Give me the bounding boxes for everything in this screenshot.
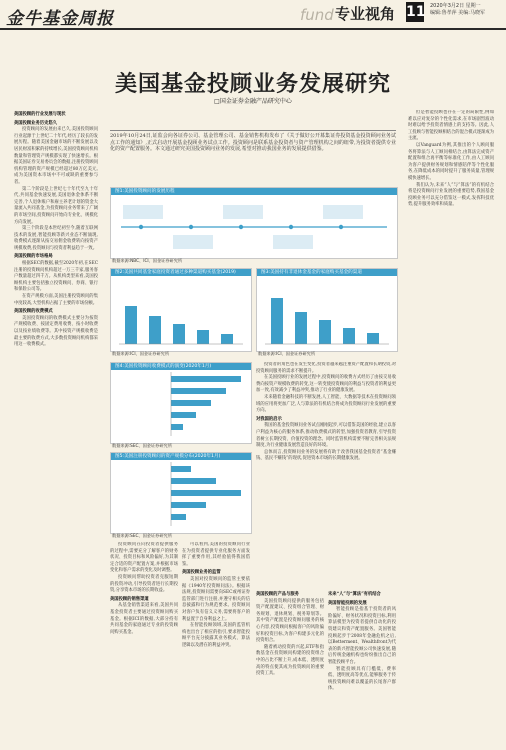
fund-wordmark: fund	[300, 6, 334, 24]
text-column-7	[408, 110, 494, 742]
text-column-3	[182, 542, 250, 742]
section-heading: 美国投顾的产品与服务	[256, 592, 299, 597]
figure-3	[256, 268, 398, 352]
article-abstract: 2019年10月24日,证监会向各证券公司、基金管理公司、基金销售机构发布了《关于做好公开募集证券投资基金投资顾问业务试点工作的通知》,正式启动开展基金投顾业务试点工作。投资顾问是联系基金投资者与资产管理机构之间的纽带,为投资者提供专业化的资产配置服务。本文通过研究美国投资顾问业务的发展,希望对推动我国业务的发展提供借鉴。	[110, 130, 396, 188]
figure-1-source: 数据来源:NBC、ICI、国金证券研究所	[112, 258, 183, 263]
body-paragraph: 投资顾问在向投资者提供服务的过程中,需要充分了解客户的财务状况、投资目标和风险偏好,为其制定合适的资产配置方案,并根据市场变化和客户需求的变化及时调整。	[110, 542, 178, 574]
text-column-4	[256, 362, 396, 582]
body-paragraph: 美国投资顾问的收费模式主要分为按资产规模收费、按固定费用收费、按小时收费以及按业绩收费等。其中按资产规模收费是最主要的收费方式,大多数投资顾问机构都采用这一收费模式。	[14, 315, 98, 348]
section-heading: 美国投顾的市场格局	[14, 254, 53, 260]
figure-2	[110, 268, 252, 352]
figure-4	[110, 362, 252, 444]
body-paragraph: 智能投顾具有门槛低、费率低、透明度高等优点,能够服务于传统投资顾问难以覆盖的长尾客户群体。	[328, 666, 396, 692]
body-paragraph: 从基金销售渠道来看,美国共同基金投资者主要通过投资顾问购买基金。根据ICI的数据,大部分持有共同基金的家庭通过专业的投资顾问购买基金。	[110, 603, 178, 635]
body-paragraph: 第三个阶段是本世纪初至今,随着互联网技术的发展,智能投顾等新兴业态不断涌现,收费模式逐渐从按交易佣金收费转向按资产规模收费,投资顾问与投资者利益趋于一致。	[14, 226, 98, 251]
figure-3-source: 数据来源:ICI、国金证券研究所	[258, 351, 316, 356]
issue-info	[430, 3, 485, 17]
text-column-5	[256, 590, 324, 742]
figure-5-source: 数据来源:SEC、国金证券研究所	[112, 533, 172, 538]
figure-1-label: 图1:美国投资顾问的发展历程	[111, 188, 397, 195]
figure-3-chart	[257, 276, 397, 350]
figure-2-source: 数据来源:ICI、国金证券研究所	[112, 351, 170, 356]
body-paragraph: 但是智能投顾也存在一定的局限性,例如难以应对复杂的个性化需求,在市场剧烈波动时难以给予投资者情感上的支持等。因此,人工投顾与智能投顾相结合的混合模式逐渐成为主流。	[408, 110, 494, 142]
body-paragraph: 总体而言,投资顾问业务的发展将有助于改善我国基金投资者“基金赚钱、基民不赚钱”的现状,促进资本市场的长期健康发展。	[256, 449, 396, 462]
body-paragraph: 美国投资顾问提供的服务包括资产配置建议、投资组合管理、财务规划、退休规划、税务筹划等。其中资产配置是投资顾问服务的核心内容,投资顾问根据客户的风险偏好和投资目标,为客户构建多元化的投资组合。	[256, 598, 324, 644]
section-heading: 美国智能投顾的发展	[328, 600, 367, 606]
newspaper-logo: 金牛基金周报	[6, 9, 114, 29]
text-column-1	[14, 110, 98, 742]
figure-4-source: 数据来源:SEC、国金证券研究所	[112, 443, 172, 448]
body-paragraph: 以Vanguard为例,其推出的个人顾问服务将算法与人工顾问相结合,由算法完成资产配置和组合再平衡等标准化工作,由人工顾问为客户提供财务规划和情感陪伴等个性化服务,在降低成本的同时提升了服务质量,管理规模快速增长。	[408, 142, 494, 181]
figure-5-label: 图5:美国注册投资顾问的资产规模分布(2020年1月)	[111, 453, 251, 460]
figure-5-chart	[111, 460, 251, 532]
masthead	[0, 0, 506, 30]
body-paragraph: 在智能投顾领域,美国的监管机构也出台了相应的指引,要求智能投顾平台充分披露其业务模式、算法逻辑以及潜在的利益冲突。	[182, 623, 250, 648]
body-paragraph: 我们认为,未来“人”与“算法”的有机结合将是投资顾问行业发展的重要趋势,我国基金投顾业务可以充分借鉴这一模式,发挥科技优势,提升服务效率和质量。	[408, 182, 494, 208]
editors: 编辑:鲁孝萍 美编:马晓军	[430, 10, 485, 16]
figure-1	[110, 187, 398, 259]
article-title: 美国基金投顾业务发展研究	[114, 72, 391, 97]
body-paragraph: 第二个阶段是上世纪七十年代至九十年代,共同基金快速发展,美国退休金体系不断完善,个人退休账户和雇主养老计划的资金大量流入共同基金,为投资顾问业务带来了广阔的市场空间,投资顾问开始向专业化、规模化方向发展。	[14, 186, 98, 225]
body-paragraph: 我国的基金投资顾问业务试点刚刚起步,可以借鉴美国的经验,建立以客户利益为核心的服务体系,推动收费模式的转型,加强投资者教育,引导投资者树立长期投资、价值投资的理念。同时监管机构需要不断完善相关法规制度,为行业健康发展营造良好的环境。	[256, 423, 396, 449]
figure-2-label: 图2:美国共同基金家庭投资者通过多种渠道购买基金(2019)	[111, 269, 251, 276]
figure-4-chart	[111, 370, 251, 442]
section-heading: 对我国的启示	[256, 416, 282, 422]
body-paragraph: 随着被动投资的兴起,ETF和指数基金在投资顾问构建的投资组合中的占比不断上升,成本低、透明度高的特点使其成为投资顾问的重要投资工具。	[256, 644, 324, 677]
body-paragraph: 投资者的角色也在发生变化,投资者越来越注重资产配置和长期投资,对投资顾问服务的需求不断提升。	[256, 362, 396, 374]
section-heading: 美国投顾的收费模式	[14, 309, 53, 315]
text-column-2	[110, 542, 178, 742]
section-title: 专业视角	[335, 5, 396, 23]
body-paragraph: 投资顾问帮助投资者克服短期的投资冲动,引导投资者进行长期投资,分享资本市场的长期收益。	[110, 574, 178, 594]
body-paragraph: 美国对投资顾问的监管主要依据《1940年投资顾问法》。根据该法规,投资顾问需要向SEC或州证券监管部门进行注册,并遵守相关的信息披露和行为规范要求。投资顾问对客户负有信义义务,需要将客户的利益置于自身利益之上。	[182, 576, 250, 622]
body-paragraph: 投资顾问的发展由来已久,美国投资顾问行业起源于上世纪二十年代,经历了较长的发展历程。随着美国金融市场的不断发展以及居民财富积累的持续增长,美国投资顾问机构数量和管理资产规模都实现了快速增长。根据美国证券交易委员会的数据,注册投资顾问机构管理的资产规模已经超过80万亿美元,成为美国资本市场中不可或缺的重要参与者。	[14, 127, 98, 185]
body-paragraph: 在美国投顾行业的发展过程中,投资顾问的收费方式经历了由按交易收费向按资产规模收费的转变,这一转变使投资顾问的利益与投资者的利益更加一致,有效减少了利益冲突,推动了行业的健康发展。	[256, 375, 396, 394]
body-paragraph: 未来随着金融科技的不断发展,人工智能、大数据等技术在投资顾问领域的应用将更加广泛,人与算法的有机结合将成为投资顾问行业发展的重要方向。	[256, 394, 396, 414]
section-heading: 美国投顾业务的监管	[182, 570, 221, 576]
figure-3-label: 图3:美国持有非退休金基金的家庭购买基金的渠道	[257, 269, 397, 276]
figure-1-timeline	[111, 195, 397, 255]
body-paragraph: 可以看到,美国的投资顾问行业在为投资者提供专业化服务方面发挥了重要作用,其经验值得我国借鉴。	[182, 542, 250, 567]
text-column-6	[328, 590, 396, 742]
figure-5	[110, 452, 252, 534]
article-author: □国金证券金融产品研究中心	[214, 98, 292, 105]
figure-2-chart	[111, 276, 251, 350]
section-heading: 美国投顾的销售渠道	[110, 596, 149, 602]
figure-4-label: 图4:美国投资顾问收费模式的演变(2020年1月)	[111, 363, 251, 370]
body-paragraph: 在资产规模方面,美国注册投资顾问的集中度较高,大型机构占据了主要的市场份额。	[14, 294, 98, 306]
body-paragraph: 根据SEC的数据,截至2020年初,在SEC注册的投资顾问机构超过一万三千家,服务客户数量超过四千万。从机构类型来看,美国投顾机构主要包括独立投资顾问、券商、银行和保险公司等。	[14, 261, 98, 293]
page-number: 11	[406, 4, 426, 20]
body-paragraph: 智能投顾是指基于投资者的风险偏好、财务状况和投资目标,利用算法模型为投资者提供自动化的投资建议和资产配置服务。美国智能投顾起步于2008年金融危机之后,以Betterment、Wealthfront为代表的新兴智能投顾公司快速发展,随后传统金融机构也纷纷推出自己的智能投顾平台。	[328, 607, 396, 665]
section-heading: 美国投顾业务历史悠久	[14, 120, 57, 126]
issue-date: 2020年3月2日 星期一	[430, 3, 481, 9]
section-heading: 未来“人”与“算法”有机结合	[328, 592, 381, 597]
section-heading: 美国投顾的行业发展与现状	[14, 112, 66, 117]
